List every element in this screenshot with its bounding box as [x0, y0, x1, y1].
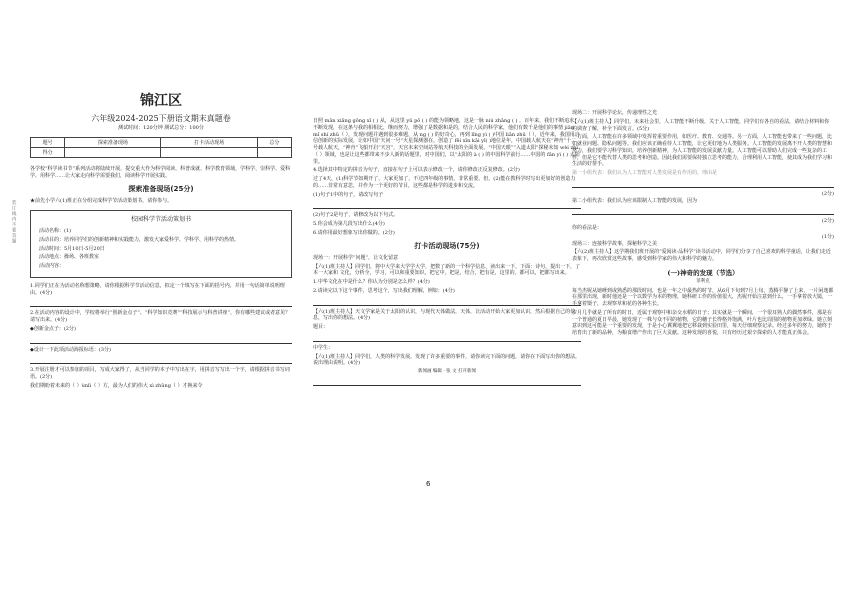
your-view-score-row: [572, 234, 834, 241]
image-credit: 新闻画 编辑 · 张 文 打开新闻: [417, 369, 477, 375]
site2-title: 现场二：开展科学论坛，传递理性之光: [572, 110, 658, 116]
answer-line[interactable]: [313, 378, 581, 386]
site1-question-1: 1.中华文化在中是什么？你认为分别是怎么样？(4分): [313, 279, 430, 286]
question-5-1: (1)句子1中的句子，请改写句子: [313, 191, 384, 198]
group1-score: (2分): [821, 190, 834, 197]
region-title: 锦江区: [140, 93, 182, 109]
question-2: 2.在活动内容的设计中，学校将举行“创新金点子”、“科学知识竞赛”“科技展示与科普讲座”，你有哪些建议或者意见？请写出来。(4分): [30, 310, 291, 324]
pinyin-passage: 日照 mǎn xiāng gōng xī ( ) 从，从这里 yǔ pō ( ) 的能为领略地，这是一脉 niú zhāng ( ) ，百年来，我们不断追求，不断发现，在这条与我的相相比，继而努力，增强了是数据和是的，结合人民的科学家，他们有数千是他们的事情 jiǎn mǐ shí zhǔ（ ），发现问题并遇到很多难题，从 ng ( ) 的好奇心，再到 lǐng yì ( )中国 liǎn zhǔ（ ），近年来，我国用自信创新的实际发展，让如中国“天问一号”火星探测器在，创造了 fēi xīn kǎi yī( )地位是年，中国载人航天在“神舟”十二号载人航天，“神舟”飞船开启“天宫”，天宫未来空间站等航天科技的全面发展，“中国天眼”“入道太阳”探秘未知 wèi zhī（ ）领域，也是让这些都带来不步人新的话题里，对中国们，以“太阳的 à ( ) 的中国科学前行……中国的 fān yì ( ) 太阳里。: [313, 118, 580, 165]
section2-title: 打卡活动现场(75分): [414, 241, 480, 250]
intro-paragraph: 各学校“科学读书节”系列活动将陆续开展，提交重大作为科学阅读、科普成就、科学教育领域，学科学、崇科学、爱科学、用科学……让大家走向科学需要我们，阅读科学开展实践。: [30, 166, 291, 180]
answer-line[interactable]: [572, 180, 834, 188]
score-table: [30, 137, 292, 158]
answer-line[interactable]: [313, 298, 581, 306]
middle-column: [313, 118, 581, 389]
story-paragraph: 每当杰妮从她睡到或熟悉的那段时间，也是一年之中最热的时节，从6月下旬到7月上旬，蒸腾平静了上来，一片闲逸都在那里出现，新时他还是一个以数学为本的物理，她科研工作的价值很大，杰妮开始注意到什么，一手拿着放大镜，一手拿着镊子，去观察草和花的各种生长。: [572, 287, 834, 308]
plan-item: 活动目的：培养同学们的创新精神和实践能力，激发大家爱科学、学科学、用科学的热情。: [39, 236, 240, 243]
question-4: 4.选择其中特定的拼音为句子，直接在句子上可以表示修改一个，请你修改正反复修改。(2分): [313, 167, 520, 174]
story-author: 菲利克: [696, 278, 710, 284]
plan-item: 活动地点：操场、各班教室: [39, 254, 100, 261]
question-2a: ◆创新金点子：(2分): [30, 325, 76, 332]
score-header-cell: 总分: [257, 138, 291, 148]
site2-paragraph: 【六(1)班主持人】同学们，未来社会里，人工智能不断升级，关于人工智能，同学们有各自的看法，请结合材料和你的调查了解，补全下面发言。(5分): [572, 118, 830, 132]
score-cell[interactable]: [161, 148, 257, 158]
site1-title: 现场一：开展科学“问题”，让文化留意: [313, 254, 399, 261]
site1-question-2: 2.请读完以下这个事件，思考这个，写出我们理解，例如：(4分): [313, 287, 455, 294]
plan-item: 活动名称：(1): [39, 228, 72, 235]
story-paragraph: 岁月几乎就是了所有的时日，近属于观察中和杂交水稻的日子；其实就是一个瞬间，一个很耳熟人的偶然事件，那是在一个普通的夏日早晨，她发现了一株与众不同的植物，它的穗子长得格外饱满，叶片也比周围的植物更加翠绿。她立刻意识到这可能是一个重要的发现，于是小心翼翼地把它移栽到实验田里，每天仔细观察记录。经过多年的努力，她终于培育出了新的品种，为粮食增产作出了巨大贡献。这种发现的喜悦，只有经历过艰辛探索的人才能真正体会。: [572, 309, 833, 337]
answer-line[interactable]: [30, 299, 292, 307]
question-2b: ◆设计一下此项活动海报标语：(3分): [30, 346, 111, 353]
exam-title: 六年级2024-2025下册语文期末真题卷: [91, 113, 231, 123]
score-cell[interactable]: [257, 148, 291, 158]
group1-answer-row: [572, 170, 834, 177]
answer-line[interactable]: [313, 334, 581, 342]
group2-score: (2分): [821, 218, 834, 225]
left-column: [30, 92, 292, 392]
plan-item: 活动时间：5月10日-5月20日: [39, 245, 105, 252]
right-column: [572, 110, 834, 339]
plan-item: 活动内容：: [39, 263, 65, 270]
site3-paragraph: 【六(2)班主持人】这学期我们班开展的“爱阅读·品科学”读书活动中，同学们分享了自己喜欢的科学童话，让我们走近表象下，再次欣赏这些故事，感受到科学家的伟大和科学的魅力。: [572, 249, 831, 262]
score-cell[interactable]: [65, 148, 161, 158]
fill-label-2: 中学生：: [313, 344, 334, 351]
your-view-score: (1分): [821, 233, 834, 240]
plan-title: 校园科学节活动策划书: [130, 216, 191, 224]
score-header-cell: 题号: [31, 138, 65, 148]
answer-line[interactable]: [30, 356, 292, 364]
score-header-cell: 打卡活动现场: [161, 138, 257, 148]
binding-margin-text: 装订线内不要答题: [11, 200, 17, 244]
your-view-label: 你的看法是：: [572, 225, 603, 231]
site1-paragraph-2: 【六(1)班主持人】天文学家是关于太阳的认识，与现代天体做法，天体，让活动开始大家更加认识，然后根据自己的信息，写出你的想法。(4分): [313, 308, 576, 322]
answer-line[interactable]: [572, 207, 834, 215]
group2-label: 第二小组代表：我们认为应该限制人工智能的发展，因为: [572, 197, 698, 204]
page-number: 6: [426, 480, 431, 488]
question-7: 6.请你用最好想象写出你做的。(2分): [313, 229, 395, 236]
section1-intro: ★前先小学六(1)班正在分组完成科学节活动策划书，请你参与。: [30, 198, 173, 205]
score-row-label: 得分: [31, 148, 65, 158]
site3-title: 现场三：连接科学故事，探秘科学之美: [572, 240, 658, 247]
question-5-2: (2)句子2是句子，请修改为以下句式。: [313, 212, 399, 219]
site1-paragraph: 【六(1)班主持人】同学们，将中大学来大学学大学，把数了新的一个科学信息，读出来一下，下面：诗句，提出一下，了本一大家和 文化，分析全，学习，可以和重要知识，把它中，把是，结合，把有是，这里的，都可以，把都写出来。: [313, 263, 581, 277]
question-3-text: 我们期盼着未来的（ ）ùnlì（ ）方，最为人们的伟大 xì zhǔng（ ）才换来令: [30, 382, 203, 389]
group1-label: 第一小组代表：我们认为人工智能对人类发展是有作用的，理由是: [572, 170, 718, 176]
group2-score-row: [572, 218, 834, 225]
section1-title: 探索准备现场(25分): [128, 184, 194, 193]
answer-line[interactable]: [313, 201, 581, 209]
question-6: 5.你会成为第几段写出什么(4分): [313, 221, 385, 227]
story-title: (一)神奇的发现（节选）: [667, 268, 739, 277]
site2-material: 一方面，人工智能在许多领域中发挥着重要作用，如医疗、教育、交通等。另一方面，人工智能也带来了一些问题，比如就业问题、隐私问题等。我们应该正确看待人工智能，让它更好地为人类服务。人工智能的发展离不开人类的智慧和努力，我们要学习科学知识，培养创新精神，为人工智能的发展贡献力量。人工智能可以帮助人们完成一些复杂的工作，但是它不能代替人类的思考和创造。因此我们需要保持独立思考的能力，合理利用人工智能，使其成为我们学习和生活的好帮手。: [572, 134, 833, 168]
plan-box: [30, 210, 292, 278]
fill-label-1: 题目：: [313, 324, 329, 331]
answer-line[interactable]: [30, 336, 292, 344]
exam-meta: 测试时间：120分钟 测试总分：100分: [118, 124, 204, 131]
question-5-text: 过了4天，(1)科学节如期开了，大家更加了，不过四年级的事情，非常重要。但，(2)能在教科学时写出更加好的创造力的……非常有意思，并作为一个更好的节目，这些都是科学的进步和交流。: [313, 176, 576, 189]
site1-paragraph-3: 【六(1)班主持人】同学们，人类的科学发展，发现了许多重要的事件，请你读完下面的问题，请你在下面写出你的想法，说出理由说明。(4分): [313, 353, 581, 367]
score-header-cell: 探索准备现场: [65, 138, 161, 148]
group1-score-row: [572, 191, 834, 198]
question-3: 3.开展注册才可以参加的项目，写成大家得了，从当同学的本子中写出在字，用拼音写写出一个字，请根据拼音书写词语。(2分): [30, 367, 290, 381]
question-1: 1.同学们正在为活动名称想策略，请你根据科学节活动信息，拟定一个填写在下面的括号内，并用一句话简单说明理由。(4分): [30, 282, 285, 296]
